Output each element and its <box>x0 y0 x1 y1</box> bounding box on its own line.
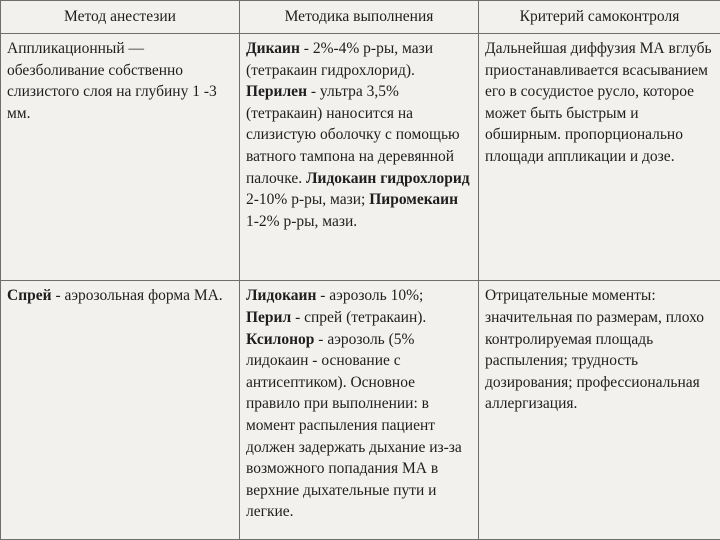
drug-name: Перилен <box>246 83 307 101</box>
table-row <box>1 281 720 540</box>
drug-name: Лидокаин гидрохлорид <box>305 169 470 187</box>
drug-name: Дикаин <box>246 40 300 57</box>
criterion-text: Отрицательные моменты: значительная по размерам, плохо контролируемая площадь распыления; трудность дозирования; профессиональная аллергизация. <box>485 287 705 413</box>
table-row <box>1 34 720 281</box>
technique-cell <box>240 34 479 281</box>
drug-description: - аэрозоль 10%; <box>316 287 424 305</box>
drug-name: Лидокаин <box>246 287 317 305</box>
drug-description: 2-10% р-ры, мази; <box>246 191 370 209</box>
header-technique: Методика выполнения <box>240 1 479 34</box>
criterion-cell <box>479 34 720 281</box>
criterion-text: Дальнейшая диффузия МА вглубь приостанавливается всасыванием его в сосудистое русло, которое может быть быстрым и обширным. пропорционально площади аппликации и дозе. <box>485 40 712 165</box>
header-criterion: Критерий самоконтроля <box>479 1 720 34</box>
drug-description: - спрей (тетракаин). <box>291 309 427 327</box>
drug-description: - 2%-4% р-ры, мази (тетракаин гидрохлорид). <box>246 40 434 79</box>
method-text <box>7 285 233 307</box>
drug-name: Перил <box>246 309 292 327</box>
drug-description: - аэрозоль (5% лидокаин - основание с антисептиком). Основное правило при выполнении: в момент распыления пациент должен задержать дыхание из-за возможного попадания МА в верхние дыхательные пути и легкие. <box>246 330 462 521</box>
method-cell <box>1 34 240 281</box>
table-header-row <box>1 1 720 34</box>
method-description: - аэрозольная форма МА. <box>51 287 223 305</box>
drug-description: 1-2% р-ры, мази. <box>246 212 358 230</box>
method-cell <box>1 281 240 540</box>
technique-cell <box>240 281 479 540</box>
drug-description: - ультра 3,5% (тетракаин) наносится на слизистую оболочку с помощью ватного тампона на деревянной палочке. <box>246 83 460 187</box>
criterion-cell <box>479 281 720 540</box>
drug-name: Пиромекаин <box>369 191 459 209</box>
method-text: Аппликационный — обезболивание собственно слизистого слоя на глубину 1 -3 мм. <box>7 40 217 122</box>
method-name: Спрей <box>7 287 52 305</box>
header-method: Метод анестезии <box>1 1 240 34</box>
drug-name: Ксилонор <box>246 330 315 348</box>
